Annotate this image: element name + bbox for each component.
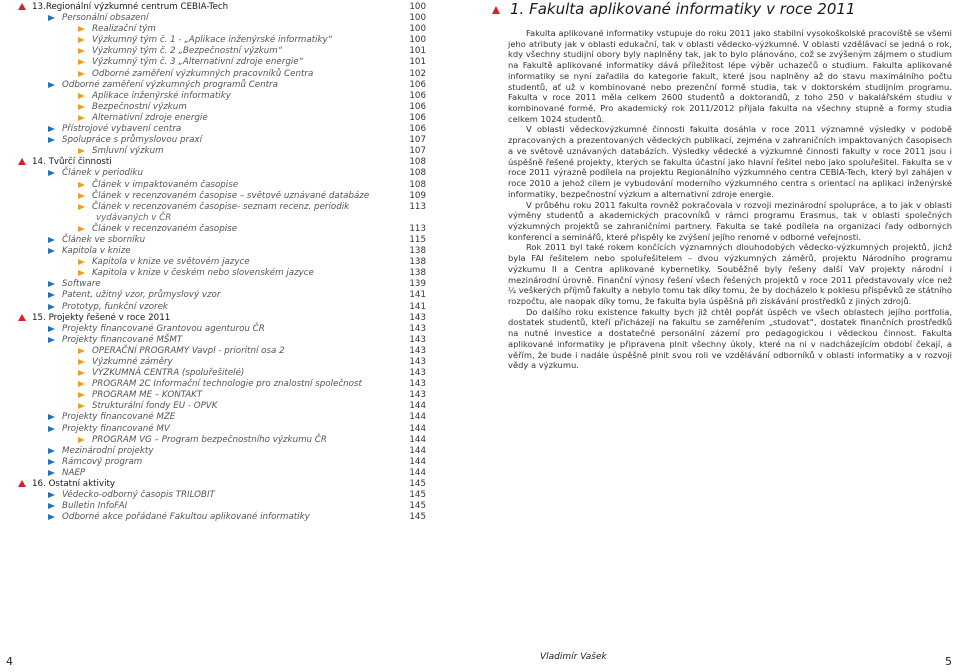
toc-entry[interactable] <box>14 424 426 435</box>
toc-entry-page: 101 <box>409 57 426 68</box>
triangle-right-icon <box>48 237 55 243</box>
triangle-up-icon <box>18 480 26 487</box>
toc-entry[interactable] <box>14 168 426 179</box>
toc-entry-text: Článek ve sborníku <box>62 234 146 245</box>
page-number-right: 5 <box>945 655 952 668</box>
toc-entry-text: 16. Ostatní aktivity <box>32 479 116 490</box>
toc-entry[interactable] <box>14 490 426 501</box>
toc-entry[interactable] <box>14 412 426 423</box>
triangle-right-icon <box>48 426 55 432</box>
toc-entry-text: Spolupráce s průmyslovou praxí <box>62 135 202 146</box>
toc-entry-page: 138 <box>409 268 426 279</box>
toc-entry[interactable] <box>14 357 426 368</box>
toc-entry[interactable] <box>14 91 426 102</box>
toc-entry-page: 106 <box>409 90 426 101</box>
toc-entry[interactable] <box>14 24 426 35</box>
triangle-right-icon <box>48 459 55 465</box>
triangle-right-icon <box>78 259 85 265</box>
triangle-right-icon <box>78 48 85 54</box>
triangle-right-icon <box>48 281 55 287</box>
triangle-right-icon <box>78 37 85 43</box>
toc-entry-page: 143 <box>409 368 426 379</box>
toc-entry-page: 106 <box>409 101 426 112</box>
toc-entry-page: 141 <box>409 290 426 301</box>
toc-entry-page: 144 <box>409 434 426 445</box>
toc-entry-page: 143 <box>409 334 426 345</box>
toc-entry-text: Výzkumné záměry <box>92 357 173 367</box>
toc-entry-page: 145 <box>409 512 426 523</box>
toc-entry-text: Vědecko-odborný časopis TRILOBIT <box>62 490 215 501</box>
toc-entry[interactable] <box>14 401 426 412</box>
article-paragraph: V průběhu roku 2011 fakulta rovněž pokračovala v rozvoji mezinárodní spolupráce, a to jak v oblasti výměny studentů a akademických pracovníků v rámci programu Erasmus, tak v oblasti společných výzkumných projektů se zahraničními partnery. Fakulta se také podílela na organizaci řady odborných konferencí a seminářů, které přispěly ke zvýšení jejího renomé v odborné veřejnosti. <box>508 199 952 242</box>
toc-entry[interactable] <box>14 290 426 301</box>
toc-entry[interactable] <box>14 435 426 446</box>
toc-entry-text: Alternativní zdroje energie <box>92 112 208 123</box>
triangle-up-icon <box>18 314 26 321</box>
article-paragraph: V oblasti vědeckovýzkumné činnosti fakulta dosáhla v roce 2011 významné výsledky v podobě zpracovaných a prezentovaných vědeckých publikací, zejména v zahraničních impaktovaných časopisech a ve světově uznávaných databázích. Výsledky vědecké a výzkumné činnosti fakulty v roce 2011 jsou i úspěšně řešené projekty, kterých se fakulta účastní jako hlavní řešitel nebo jako spoluřešitel. Fakulta se v roce 2011 výrazně podílela na projektu Regionálního výzkumného centra CEBIA-Tech, který byl zahájen v roce 2010 a jehož cílem je vybudování moderního výzkumného centra s orientací na aplikaci inženýrské informatiky, bezpečnostní výzkum a alternativní zdroje energie. <box>508 124 952 199</box>
toc-entry-page: 143 <box>409 345 426 356</box>
toc-entry-text: Prototyp, funkční vzorek <box>62 301 168 312</box>
toc-entry-page: 145 <box>409 501 426 512</box>
title-marker-icon <box>492 6 500 14</box>
triangle-right-icon <box>78 115 85 121</box>
triangle-right-icon <box>78 204 85 210</box>
toc-entry-text: Projekty financované MŠMT <box>62 334 183 345</box>
toc-entry-page: 143 <box>409 379 426 390</box>
toc-entry-text: PROGRAM ME – KONTAKT <box>92 390 203 401</box>
toc-entry[interactable] <box>14 124 426 135</box>
toc-entry[interactable] <box>14 379 426 390</box>
toc-entry-page: 145 <box>409 479 426 490</box>
toc-entry-text: Článek v periodiku <box>62 168 143 179</box>
toc-entry-page: 102 <box>409 68 426 79</box>
toc-entry-text: Projekty financované MV <box>62 423 170 434</box>
toc-entry-text: Patent, užitný vzor, průmyslový vzor <box>62 290 221 301</box>
toc-entry[interactable] <box>14 390 426 401</box>
triangle-right-icon <box>78 270 85 276</box>
toc-entry-text: Článek v recenzovaném časopise- seznam recenz. periodik <box>92 201 350 212</box>
triangle-right-icon <box>48 414 55 420</box>
triangle-right-icon <box>48 470 55 476</box>
toc-entry[interactable] <box>14 102 426 113</box>
article-paragraph: Rok 2011 byl také rokem končících významných dlouhodobých vědecko-výzkumných projektů, jichž byla FAI řešitelem nebo spoluřešitelem – dvou výzkumných záměrů, projektu Národního programu výzkumu II a Centra aplikované kybernetiky. Souběžně byly řešeny další VaV projekty národní i mezinárodní úrovně. Finanční výnosy řešení všech řešených projektů v roce 2011 představovaly více než ¼ veškerých příjmů fakulty a nebylo tomu tak díky tomu, že by docházelo k poklesu příspěvků ze státního rozpočtu, ale naopak díky tomu, že fakulta byla úspěšná při získávání prostředků z jiných zdrojů. <box>508 242 952 306</box>
toc-entry-text: Projekty financované MZE <box>62 412 176 423</box>
toc-entry-text: Realizační tým <box>92 24 156 35</box>
toc-entry-page: 106 <box>409 112 426 123</box>
toc-entry-page: 106 <box>409 79 426 90</box>
toc-entry-text: PROGRAM 2C Informační technologie pro znalostní společnost <box>92 379 362 390</box>
toc-entry-page: 108 <box>409 157 426 168</box>
triangle-right-icon <box>48 15 55 21</box>
toc-entry-page: 138 <box>409 246 426 257</box>
toc-entry-page: 107 <box>409 146 426 157</box>
toc-entry-text: 13.Regionální výzkumné centrum CEBIA-Tech <box>32 2 229 12</box>
triangle-right-icon <box>48 82 55 88</box>
toc-entry[interactable] <box>14 69 426 80</box>
triangle-right-icon <box>48 137 55 143</box>
toc-entry-text: Přístrojové vybavení centra <box>62 124 182 135</box>
triangle-right-icon <box>48 492 55 498</box>
toc-entry-page: 106 <box>409 124 426 135</box>
triangle-right-icon <box>48 248 55 254</box>
toc-entry[interactable] <box>14 213 426 224</box>
table-of-contents <box>14 2 426 523</box>
toc-entry-page: 143 <box>409 312 426 323</box>
triangle-right-icon <box>78 359 85 365</box>
toc-entry[interactable] <box>14 57 426 68</box>
toc-entry-page: 141 <box>409 301 426 312</box>
toc-entry-page: 143 <box>409 390 426 401</box>
toc-entry-page: 143 <box>409 323 426 334</box>
toc-entry[interactable] <box>14 512 426 523</box>
toc-entry-text: Článek v recenzovaném časopise <box>92 223 238 234</box>
toc-entry-page: 108 <box>409 168 426 179</box>
article-paragraph: Fakulta aplikované informatiky vstupuje do roku 2011 jako stabilní vysokoškolské pracoviště se všemi jeho atributy jak v oblasti edukační, tak v oblasti vědecko-výzkumné. V oblasti vzdělávací se jedná o rok, kdy všechny studijní obory byly naplněny tak, jak to bylo plánováno, což se zvýšeným zájmem o studium na Fakultě aplikované informatiky dává příležitost lépe výběr uchazečů o studium. Fakulta aplikované informatiky se nyní zařadila do kategorie fakult, které jsou naplněny až do stavu maximálního počtu studentů, ať už v kombinované nebo prezenční formě studia, tak v doktorském studijním programu. Fakulta v roce 2011 měla celkem 2600 studentů a doktorandů, z toho 250 v bakalářském studiu v kombinované formě. Pro akademický rok 2011/2012 přijala fakulta na všechny stupně a formy studia celkem 1024 studentů. <box>508 28 952 124</box>
page-number-left: 4 <box>6 655 13 668</box>
toc-entry-text: vydávaných v ČR <box>96 212 172 223</box>
toc-entry-text: Kapitola v knize v českém nebo slovenském jazyce <box>92 268 314 279</box>
toc-entry-page: 100 <box>409 35 426 46</box>
toc-entry[interactable] <box>14 135 426 146</box>
triangle-right-icon <box>78 59 85 65</box>
toc-entry[interactable] <box>14 113 426 124</box>
toc-entry-page: 113 <box>409 223 426 234</box>
toc-entry-page: 100 <box>409 24 426 35</box>
toc-entry-text: Aplikace inženýrské informatiky <box>92 90 231 101</box>
toc-entry-text: Článek v impaktovaném časopise <box>92 179 239 190</box>
toc-entry[interactable] <box>14 479 426 490</box>
toc-entry-page: 100 <box>409 13 426 24</box>
triangle-right-icon <box>78 148 85 154</box>
toc-entry[interactable] <box>14 368 426 379</box>
toc-entry-text: PROGRAM VG – Program bezpečnostního výzkumu ČR <box>92 434 327 445</box>
toc-entry-text: Odborné zaměření výzkumných pracovníků Centra <box>92 68 314 79</box>
toc-entry[interactable] <box>14 257 426 268</box>
toc-entry[interactable] <box>14 268 426 279</box>
toc-entry-text: Bulletin InfoFAI <box>62 501 128 512</box>
triangle-right-icon <box>78 193 85 199</box>
toc-entry-page: 109 <box>409 190 426 201</box>
toc-entry-page: 100 <box>409 2 426 12</box>
toc-entry-text: 14. Tvůrčí činnosti <box>32 157 112 168</box>
toc-entry[interactable] <box>14 501 426 512</box>
triangle-right-icon <box>48 337 55 343</box>
toc-entry-page: 144 <box>409 467 426 478</box>
toc-entry-text: Smluvní výzkum <box>92 146 164 157</box>
toc-entry-page: 101 <box>409 46 426 57</box>
toc-entry[interactable] <box>14 246 426 257</box>
triangle-right-icon <box>78 26 85 32</box>
toc-entry-text: Bezpečnostní výzkum <box>92 101 187 112</box>
toc-entry[interactable] <box>14 157 426 168</box>
toc-entry-text: Mezinárodní projekty <box>62 445 154 456</box>
toc-entry[interactable] <box>14 324 426 335</box>
right-page <box>480 0 960 672</box>
triangle-right-icon <box>48 326 55 332</box>
toc-entry[interactable] <box>14 335 426 346</box>
triangle-up-icon <box>18 158 26 165</box>
toc-entry-text: Personální obsazení <box>62 13 149 24</box>
triangle-right-icon <box>78 403 85 409</box>
toc-entry[interactable] <box>14 180 426 191</box>
toc-entry-page: 144 <box>409 445 426 456</box>
toc-entry[interactable] <box>14 146 426 157</box>
toc-entry-text: 15. Projekty řešené v roce 2011 <box>32 312 171 323</box>
toc-entry[interactable] <box>14 313 426 324</box>
article-title: 1. Fakulta aplikované informatiky v roce 2011 <box>510 0 856 18</box>
triangle-right-icon <box>78 182 85 188</box>
toc-entry[interactable] <box>14 468 426 479</box>
toc-entry-page: 108 <box>409 179 426 190</box>
toc-entry-text: Výzkumný tým č. 3 „Alternativní zdroje energie“ <box>92 57 304 68</box>
triangle-right-icon <box>78 381 85 387</box>
triangle-right-icon <box>48 503 55 509</box>
toc-entry-page: 113 <box>409 201 426 212</box>
toc-entry[interactable] <box>14 80 426 91</box>
toc-entry-page: 107 <box>409 135 426 146</box>
toc-entry-text: OPERAČNÍ PROGRAMY Vavpl - prioritní osa 2 <box>92 345 285 356</box>
toc-entry[interactable] <box>14 235 426 246</box>
triangle-right-icon <box>78 71 85 77</box>
toc-entry-page: 144 <box>409 456 426 467</box>
triangle-right-icon <box>78 392 85 398</box>
toc-entry[interactable] <box>14 2 426 13</box>
toc-entry-page: 143 <box>409 357 426 367</box>
article-author: Vladimír Vašek <box>540 652 607 662</box>
toc-entry-text: Kapitola v knize <box>62 246 131 257</box>
toc-entry-page: 145 <box>409 490 426 501</box>
toc-entry-text: Výzkumný tým č. 1 - „Aplikace inženýrské informatiky“ <box>92 35 333 46</box>
triangle-right-icon <box>78 370 85 376</box>
toc-entry-text: Rámcový program <box>62 456 143 467</box>
triangle-right-icon <box>48 304 55 310</box>
toc-entry[interactable] <box>14 346 426 357</box>
toc-entry-page: 144 <box>409 401 426 412</box>
toc-entry-page: 139 <box>409 279 426 290</box>
triangle-up-icon <box>18 3 26 10</box>
toc-entry[interactable] <box>14 224 426 235</box>
toc-entry[interactable] <box>14 302 426 313</box>
toc-entry[interactable] <box>14 279 426 290</box>
triangle-right-icon <box>48 126 55 132</box>
triangle-right-icon <box>48 170 55 176</box>
triangle-right-icon <box>48 514 55 520</box>
toc-entry-page: 115 <box>409 234 426 245</box>
triangle-right-icon <box>78 104 85 110</box>
triangle-right-icon <box>48 292 55 298</box>
toc-entry-text: Kapitola v knize ve světovém jazyce <box>92 257 250 268</box>
toc-entry-text: Odborné zaměření výzkumných programů Centra <box>62 79 278 90</box>
toc-entry-text: Strukturální fondy EU - OPVK <box>92 401 218 412</box>
triangle-right-icon <box>78 93 85 99</box>
toc-entry-text: Projekty financované Grantovou agenturou ČR <box>62 323 265 334</box>
toc-entry[interactable] <box>14 13 426 24</box>
triangle-right-icon <box>48 448 55 454</box>
toc-entry[interactable] <box>14 191 426 202</box>
toc-entry-text: Článek v recenzovaném časopise – světově uznávané databáze <box>92 190 370 201</box>
toc-entry[interactable] <box>14 35 426 46</box>
triangle-right-icon <box>78 226 85 232</box>
triangle-right-icon <box>78 348 85 354</box>
toc-entry-text: Software <box>62 279 101 290</box>
article-paragraph: Do dalšího roku existence fakulty bych již chtěl popřát úspěch ve všech oblastech jejího portfolia, dostatek studentů, kteří přicházejí na fakultu se zaměřením „studovat“, dostatek finančních prostředků na nutné investice a dostatečné personální zázemí pro pedagogickou i vědeckou činnost. Fakulta aplikované informatiky je připravena plnit všechny úkoly, které na ni v nadcházejícím období čekají, a věřím, že bude i nadále úspěšně plnit svou roli ve vzdělávání odborníků v oblasti informatiky a v rozvoji vědy a výzkumu. <box>508 306 952 371</box>
toc-entry[interactable] <box>14 46 426 57</box>
article-body <box>508 28 952 371</box>
toc-entry-page: 144 <box>409 423 426 434</box>
toc-entry-text: NAEP <box>62 467 86 478</box>
toc-entry-text: VÝZKUMNÁ CENTRA (spoluřešitelé) <box>92 368 245 379</box>
toc-entry[interactable] <box>14 446 426 457</box>
toc-entry[interactable] <box>14 202 426 213</box>
toc-entry-page: 138 <box>409 257 426 268</box>
toc-entry-page: 144 <box>409 412 426 423</box>
triangle-right-icon <box>78 437 85 443</box>
toc-entry-text: Odborné akce pořádané Fakultou aplikované informatiky <box>62 512 310 523</box>
toc-entry[interactable] <box>14 457 426 468</box>
toc-entry-text: Výzkumný tým č. 2 „Bezpečnostní výzkum“ <box>92 46 283 57</box>
